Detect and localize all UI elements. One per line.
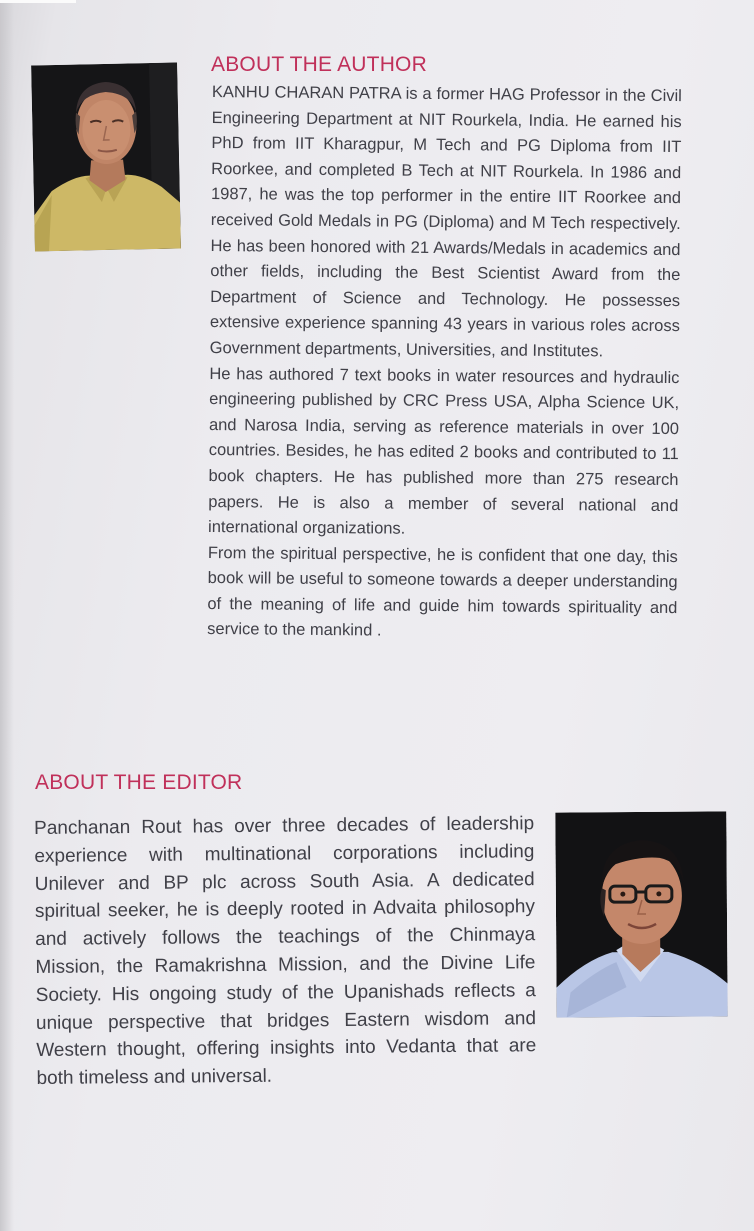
author-heading: ABOUT THE AUTHOR — [211, 53, 427, 76]
author-bio-paragraph: KANHU CHARAN PATRA is a former HAG Professor in the Civil Engineering Department at NIT Rourkela, India. He earned his PhD from IIT Kharagpur, M Tech and PG Diploma from IIT Roorkee, and completed B Tech at NIT Rourkela. In 1986 and 1987, he was the top performer in the entire IIT Roorkee and received Gold Medals in PG (Diploma) and M Tech respectively. He has been honored with 21 Awards/Medals in academics and other fields, including the Best Scientist Award from the Department of Science and Technology. He possesses extensive experience spanning 43 years in various roles across Government departments, Universities, and Institutes. — [209, 82, 682, 361]
editor-bio — [34, 810, 537, 1093]
editor-portrait-image — [555, 811, 727, 1017]
author-bio — [207, 80, 682, 647]
editor-bio-paragraph: Panchanan Rout has over three decades of leadership experience with multinational corporations including Unilever and BP plc across South Asia. A dedicated spiritual seeker, he is deeply rooted in Advaita philosophy and actively follows the teachings of the Chinmaya Mission, the Ramakrishna Mission, and the Divine Life Society. His ongoing study of the Upanishads reflects a unique perspective that bridges Eastern wisdom and Western thought, offering insights into Vedanta that are both timeless and universal. — [34, 813, 537, 1090]
editor-photo — [555, 811, 727, 1017]
page-binding-shadow — [0, 0, 14, 1231]
author-portrait-image — [31, 62, 181, 251]
author-bio-paragraph: He has authored 7 text books in water resources and hydraulic engineering published by CRC Press USA, Alpha Science UK, and Narosa India, serving as reference materials in over 100 countries. Besides, he has edited 2 books and contributed to 11 book chapters. He has published more than 275 research papers. He is also a member of several national and international organizations. — [208, 364, 680, 538]
author-photo — [31, 62, 181, 251]
editor-heading: ABOUT THE EDITOR — [35, 771, 243, 794]
page-corner — [0, 0, 76, 3]
author-bio-paragraph: From the spiritual perspective, he is confident that one day, this book will be useful to someone towards a deeper understanding of the meaning of life and guide him towards spirituality and service to the mankind . — [207, 543, 678, 640]
